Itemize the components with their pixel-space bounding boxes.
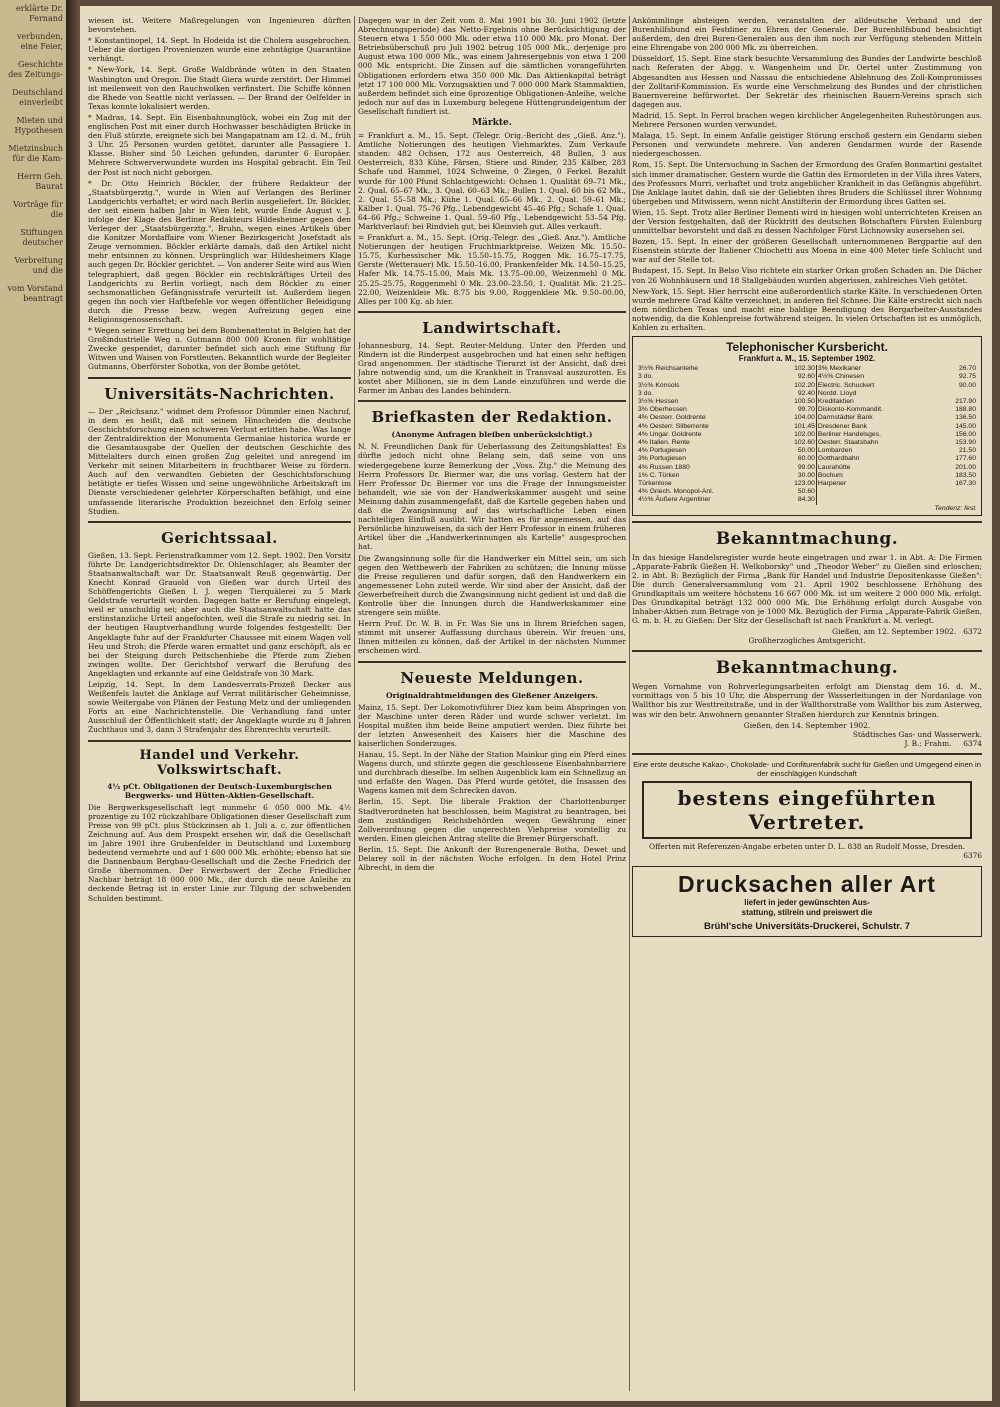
druckerei-line: liefert in jeder gewünschten Aus- <box>744 897 870 907</box>
column-right <box>632 16 982 1391</box>
kurs-value: 50.00 <box>797 447 815 455</box>
news-paragraph: Dagegen war in der Zeit vom 8. Mai 1901 bis 30. Juni 1902 (letzte Abrechnungsperiode) das Netto-Ergebnis ohne Berücksichtigung der Steuern etwa 1 550 000 Mk. oder etwa 110 000 Mk. pro Monat. Der Betriebsüberschuß pro Juli 1902 betrug 105 000 Mk., derjenige pro August etwa 100 000 Mk., was einem Jahresergebnis von etwa 1 200 000 Mk. entspricht. Die Zinsen auf die sämtlichen vorangeführten Obligationen erfordern etwa 350 000 Mk. Das Aktienkapital beträgt jetzt 17 100 000 Mk. Vorzugsaktien und 7 000 000 Mark Stammaktien, außerdem befindet sich eine 6prozentige Obligationen-Anleihe, welche jedoch nur auf das in Luxemburg belegene Hüttengrundeigentum der Gesellschaft fundiert ist. <box>358 16 626 116</box>
kurs-name: 3 do. <box>638 389 654 397</box>
kurs-name: 4% Russen 1880 <box>638 463 690 471</box>
news-paragraph: Leipzig, 14. Sept. In dem Landesverrats-Prozeß Decker aus Weißenfels lautet die Anklage auf Verrat militärischer Geheimnisse, sowie Weitergabe von Plänen der Festung Metz und der umliegenden Forts an eine Nachrichtenstelle. Die Verhandlung fand unter Ausschluß der Öffentlichkeit statt; der Angeklagte wurde zu 8 Jahren Zuchthaus und 3, dann 3 Strafenjahr des Ehrenrechts verurteilt. <box>88 680 351 735</box>
kurs-row <box>637 496 977 504</box>
section-divider <box>358 661 626 663</box>
kurs-name: Dresdener Bank <box>816 423 936 431</box>
kurs-name: 3½% Konsols <box>638 381 680 389</box>
news-paragraph: Rom, 15. Sept. Die Untersuchung in Sachen der Ermordung des Grafen Bonmartini gestaltet sich immer dramatischer. Gestern wurde die Gattin des Ermordeten in der Villa ihres Vaters, des Professors Murri, verhaftet und trotz angeblicher Krankheit in das Gefängnis abgeführt. Die Anklage lautet dahin, daß sie der Geliebten ihres Bruders die Schlüssel ihrer Wohnung übergeben und Mitwissern, wenn nicht Anstifterin der Ermordung ihres Gatten sei. <box>632 160 982 206</box>
kurs-value: 30.00 <box>797 471 815 479</box>
bekanntmachung-signer: J. B.: Frahm. <box>904 738 952 748</box>
bekanntmachung-place: Gießen, den 14. September 1902. <box>743 720 871 730</box>
ad-offer: Offerten mit Referenzen-Angabe erbeten unter D. L. 838 an Rudolf Mosse, Dresden. <box>649 841 965 851</box>
ad-header: Eine erste deutsche Kakao-, Chokolade- und Confiturenfabrik sucht für Gießen und Umgegend einen in der einschlägigen Kundschaft <box>633 759 981 778</box>
kurs-name: Türkenlose <box>638 479 672 487</box>
section-divider <box>358 400 626 402</box>
kurs-name: Gotthardbahn <box>816 455 936 463</box>
bekanntmachung-text: Wegen Vornahme von Rohrverlegungsarbeiten erfolgt am Dienstag dem 16. d. M., vormittags von 5 bis 10 Uhr, die Absperrung der Wasserleitungen in der Nordanlage von Wallthor bis zur Westtreitstraße, und in der Wallthorstraße vom Wallthor bis zum Asterweg, was wir den betr. Anwohnern genannter Straßen hierdurch zur Kenntnis bringen. <box>632 682 982 719</box>
prev-page-fragment: Mietzinsbuch für die Kam- <box>8 144 63 163</box>
kurs-row <box>637 439 977 447</box>
kurs-name: 4% Portugiesen <box>638 447 686 455</box>
kurs-name: 4% Griech. Monopol-Anl. <box>638 488 714 496</box>
kurs-value: 217.90 <box>955 397 976 405</box>
kurs-name: 3% Portugiesen <box>638 455 686 463</box>
kurs-value: 104.00 <box>794 414 815 422</box>
section-title-handel: Handel und Verkehr. Volkswirtschaft. <box>139 747 300 778</box>
news-paragraph: Johannesburg, 14. Sept. Reuter-Meldung. Unter den Pferden und Rindern ist die Rinderpest ausgebrochen und hat einen sehr heftigen Grad angenommen. Der städtische Tierarzt ist der Ansicht, daß drei Jahre notwendig sind, um die Krankheit in Transvaal auszurotten. Es kostet aber Millionen, sie in dem Lande einzuführen und werde die Farmer im Anbau des Landes behindern. <box>358 340 626 396</box>
kurs-name: 4% Ungar. Goldrente <box>638 430 702 438</box>
kurs-value: 136.50 <box>955 414 976 422</box>
kurs-name: Laurahütte <box>816 464 936 472</box>
kurs-value: 84.30 <box>797 496 815 504</box>
kurs-name: Harpener <box>816 480 936 488</box>
kurs-name: Kreditaktien <box>816 398 936 406</box>
kurs-value <box>936 390 977 398</box>
section-divider <box>88 377 351 379</box>
ad-number: 6376 <box>963 850 982 860</box>
kurs-value: 153.90 <box>955 438 976 446</box>
druckerei-title: Drucksachen aller Art <box>678 870 936 897</box>
section-subtitle: (Anonyme Anfragen bleiben unberücksichtigt.) <box>391 430 593 440</box>
kurs-value: 92.60 <box>797 373 815 381</box>
kurs-name: 4½% Äußere Argentiner <box>638 496 711 504</box>
kurs-name: 3% Oberhessen <box>638 406 687 414</box>
previous-page-edge <box>0 0 68 1407</box>
section-title-universitaet: Universitäts-Nachrichten. <box>104 384 335 403</box>
bekanntmachung-text: In das hiesige Handelsregister wurde heute eingetragen und zwar 1. in Abt. A: Die Firmen „Apparate-Fabrik Gießen H. Welkoborsky" und „Theodor Weber" zu Gießen sind erloschen; 2. in Abt. B: Bezüglich der Firma „Bank für Handel und Industrie Depositenkasse Gießen": Die durch Generalversammlung vom 21. April 1902 beschlossene Erhöhung des Grundkapitals um weitere höchstens 16 667 000 Mk. ist um weitere 2 000 000 Mk. erfolgt. Das Grundkapital beträgt 132 000 000 Mk. Die Erhöhung erfolgt durch Ausgabe von Inhaber-Aktien zum Betrage von je 1000 Mk. Bezüglich der Firma „Apparate-Fabrik Gießen, G. m. b. H. zu Gießen: Der Sitz der Gesellschaft ist nach Frankfurt a. M. verlegt. <box>632 552 982 626</box>
bekanntmachung-signature <box>632 739 982 748</box>
kurs-value: 60.00 <box>797 455 815 463</box>
section-divider <box>358 311 626 313</box>
kursbericht-table <box>637 365 977 504</box>
kurs-row <box>637 431 977 439</box>
news-paragraph: Berlin, 15. Sept. Die Ankunft der Burengenerale Botha, Dewet und Delarey soll in der nächsten Woche erfolgen. In dem Hotel Prinz Albrecht, in dem die <box>358 844 626 873</box>
prev-page-fragment: Mieten und Hypothesen <box>14 116 63 135</box>
news-paragraph: Ankömmlinge absteigen werden, veranstalten der alldeutsche Verband und der Burenhilfsbund ein Festdiner zu Ehren der Generale. Der Burenhilfsbund beabsichtigt außerdem, den drei Buren-Generalen aus den ihm noch zur Verfügung stehenden Mitteln eine Ehrengabe von 200 000 Mk. zu überreichen. <box>632 16 982 53</box>
news-paragraph: * Wegen seiner Errettung bei dem Bombenattentat in Belgien hat der Großindustrielle Weg u. Gutmann 800 000 Kronen für wohltätige Zwecke gespendet, darunter befindet sich auch eine Stiftung für Witwen und Waisen von Forstleuten. Bekanntlich wurde der Begleiter Gutmanns, Oberförster Sobotka, von der Bombe getötet. <box>88 326 351 372</box>
bekanntmachung-number: 6372 <box>963 627 982 637</box>
section-title-landwirtschaft: Landwirtschaft. <box>422 318 562 337</box>
section-divider <box>632 650 982 652</box>
section-title-maerkte: Märkte. <box>472 118 512 129</box>
kurs-name: Diskonto-Kommandit. <box>816 406 936 414</box>
news-paragraph: Mainz, 15. Sept. Der Lokomotivführer Diez kam beim Abspringen von der Maschine unter deren Räder und wurde schwer verletzt. Im Hospital mußten ihm beide Beine amputiert werden. Diez führte bei der letzten Anwesenheit des Kaisers hier die Maschine des kaiserlichen Sonderzuges. <box>358 702 626 748</box>
kurs-name: 3% Mexikaner <box>816 365 936 373</box>
kurs-row <box>637 472 977 480</box>
news-paragraph: Madrid, 15. Sept. In Ferrol brachen wegen kirchlicher Angelegenheiten Ruhestörungen aus. Mehrere Personen wurden verwundet. <box>632 110 982 130</box>
bekanntmachung-number: 6374 <box>963 738 982 748</box>
kurs-name: 3 do. <box>638 373 654 381</box>
bekanntmachung-title: Bekanntmachung. <box>715 658 899 679</box>
kurs-name: 4% Italien. Rente <box>638 438 690 446</box>
prev-page-fragment: Geschichte des Zeitungs- <box>8 60 63 79</box>
kurs-value: 102.20 <box>794 381 815 389</box>
kurs-value: 183.50 <box>955 471 976 479</box>
prev-page-fragment: erklärte Dr. Fernand <box>16 4 63 23</box>
kurs-value: 90.00 <box>958 381 976 389</box>
kurs-value <box>936 488 977 496</box>
news-paragraph: New-York, 15. Sept. Hier herrscht eine außerordentlich starke Kälte. In verschiedenen Orten wurde mehrere Grad Kälte verzeichnet, in anderen fiel Schnee. Die Kälte erstreckt sich nach dem nördlichen Texas und macht eine baldige Beendigung des Bergarbeiter-Ausstandes notwendig, da die Kohlenpreise fortwährend steigen. In vielen Ortschaften ist es unmöglich, Kohlen zu erhalten. <box>632 286 982 332</box>
kurs-value: 123.00 <box>794 479 815 487</box>
kurs-value: 145.00 <box>955 422 976 430</box>
prev-page-fragment: Vorträge für die <box>13 200 63 219</box>
kurs-row <box>637 406 977 414</box>
column-rule <box>354 16 355 1391</box>
kurs-name <box>816 496 936 504</box>
news-paragraph: Budapest, 15. Sept. In Belso Viso richtete ein starker Orkan großen Schaden an. Die Dächer von 26 Wohnhäusern und 18 Stallgebäuden wurden abgerissen, zahlreiches Vieh getötet. <box>632 266 982 285</box>
bekanntmachung-signature: Städtisches Gas- und Wasserwerk. <box>852 729 982 739</box>
section-title-gerichtssaal: Gerichtssaal. <box>161 528 278 547</box>
kurs-value: 92.75 <box>958 373 976 381</box>
kurs-row <box>637 414 977 422</box>
kurs-value: 92.40 <box>797 389 815 397</box>
druckerei-ad <box>632 866 982 937</box>
news-paragraph: Herrn Prof. Dr. W. B. in Fr. Was Sie uns in Ihrem Briefchen sagen, stimmt mit unserer Auffassung durchaus überein. Wir freuen uns, Ihnen mitteilen zu können, daß der Artikel in der nächsten Nummer erscheinen wird. <box>358 619 626 656</box>
kurs-row <box>637 390 977 398</box>
kurs-value: 188.80 <box>955 406 976 414</box>
kurs-value: 21.50 <box>958 447 976 455</box>
kurs-value: 102.00 <box>794 430 815 438</box>
book-gutter <box>66 0 80 1407</box>
news-paragraph: = Frankfurt a. M., 15. Sept. (Orig.-Telegr. des „Gieß. Anz."). Amtliche Notierungen der heutigen Fruchtmarktpreise. Weizen Mk. 15.50–15.75, Kurhessischer Mk. 15.50–15.75, Roggen Mk. 16.75–17.75, Gerste (Wetterauer) Mk. 15.50–16.00, Frankenfelder Mk. 14.50–15.25, Hafer Mk. 14.75–15.00, Mais Mk. 13.75–00.00, Weizenmehl 0 Mk. 25.25–25.75, Roggenmehl 0 Mk. 23.00–23.50, 1. Qualität Mk. 21.25–22.00, Weizenkleie Mk. 8.75 bis 9.00, Roggenkleie Mk. 9.50–00.00, Alles per 100 Kg. ab hier. <box>358 233 626 306</box>
kurs-row <box>637 455 977 463</box>
news-paragraph: * Konstantinopel, 14. Sept. In Hodeida ist die Cholera ausgebrochen. Ueber die dortigen Provenienzen wurde eine zehntägige Quarantäne verhängt. <box>88 36 351 64</box>
kurs-name: 4½% Chinesen <box>816 373 936 381</box>
kursbericht-tendenz: Tendenz: fest. <box>934 504 977 512</box>
kursbericht-box <box>632 336 982 515</box>
prev-page-fragment: verbunden, eine Feier, <box>16 32 63 51</box>
kurs-name: 1% C. Türken <box>638 471 680 479</box>
kursbericht-date: Frankfurt a. M., 15. September 1902. <box>738 354 876 364</box>
kurs-name: 3½% Hessen <box>638 397 679 405</box>
column-left <box>88 16 351 1391</box>
kurs-row <box>637 373 977 381</box>
kurs-row <box>637 398 977 406</box>
druckerei-footer: Brühl'sche Universitäts-Druckerei, Schulstr. 7 <box>703 920 911 932</box>
kurs-name: Lombarden <box>816 447 936 455</box>
prev-page-fragment: Stiftungen deutscher <box>20 228 63 247</box>
news-paragraph: Die Bergwerksgesellschaft legt nunmehr 6 050 000 Mk. 4½ prozentige zu 102 rückzahlbare Obligationen dieser Gesellschaft zum Preise von 99 pCt. plus Stückzinsen ab 1. Juli a. c. zur öffentlichen Zeichnung auf. Aus dem Prospekt ersehen wir, daß die Gesellschaft im Jahre 1901 ihre Grubenfelder in Deutschland und Luxemburg bedeutend vermehrte und auf 1 600 000 Mk. erhöhte; ebenso hat sie die Dannenbaum Bergbau-Gesellschaft und die Zeche Friedrich der Große übernommen. Der Erwerbswert der Zeche Friedlicher Nachbar beträgt 18 000 000 Mk., der durch die neue Anleihe zu deckende Betrag ist in erster Linie zur Tilgung der schwebenden Schulden bestimmt. <box>88 802 351 903</box>
prev-page-fragment: Herrn Geh. Baurat <box>17 172 63 191</box>
prev-page-fragment: vom Vorstand beantragt <box>7 284 63 303</box>
kurs-row <box>637 480 977 488</box>
bekanntmachung-place <box>632 627 982 636</box>
prev-page-fragment: Deutschland einverleibt <box>12 88 63 107</box>
kurs-row <box>637 447 977 455</box>
news-paragraph: * Dr. Otto Heinrich Böckler, der frühere Redakteur der „Staatsbürgerztg.", wurde in Wien auf Verlangen des Berliner Landgerichts verhaftet; er wird nach Berlin ausgeliefert. Dr. Böckler, der seit einem halben Jahr in Wien lebt, wurde Ende August v. J. infolge der Klage des Berliner Redakteurs Hildesheimer gegen den Verleger der „Staatsbürgerztg.", Bruhn, wegen eines Artikels über die Konitzer Mordaffaire vom Wiener Bezirksgericht Josefstadt als Zeuge vernommen. Böckler erklärte damals, daß den Artikel nicht mehr entsinnen zu können. Ursprünglich war Hildesheimers Klage auch gegen Dr. Böckler gerichtet. — Von anderer Seite wird aus Wien telegraphiert, daß gegen Böckler ein rechtskräftiges Urteil des Landgerichts zu Berlin vorliegt, nach dem Böckler zu einer sechsmonatlichen Gefängnisstrafe verurteilt ist. Außerdem liegen gegen ihn noch vier Haftbefehle vor wegen öffentlicher Beleidigung durch die Presse bezw. wegen Aufreizung gegen eine Religionsgenossenschaft. <box>88 178 351 324</box>
bekanntmachung-signature: Großherzogliches Amtsgericht. <box>748 636 866 646</box>
kurs-row <box>637 423 977 431</box>
kurs-name: 4% Oesterr. Silberrente <box>638 422 709 430</box>
kurs-value: 156.00 <box>955 430 976 438</box>
section-divider <box>632 753 982 755</box>
section-subtitle: 4½ pCt. Obligationen der Deutsch-Luxemburgischen Bergwerks- und Hütten-Aktien-Gesellschaft. <box>107 781 332 800</box>
section-subtitle: Originaldrahtmeldungen des Gießener Anzeigers. <box>385 690 599 700</box>
news-paragraph: Die Zwangsinnung solle für die Handwerker ein Mittel sein, um sich gegen den Wettbewerb der Fabriken zu schützen; die Innung müsse die Preise regulieren und dafür sorgen, daß den Handwerkern ein angemessener Lohn zuteil werde. Wir sind aber der Ansicht, daß der Gewerbefreiheit durch die Zwangsinnung nicht gedient ist und daß die Kontrolle über die Innungen durch die Handwerkskammer eine strengere sein müßte. <box>358 553 626 618</box>
news-paragraph: Malaga, 15. Sept. In einem Anfalle geistiger Störung erschoß gestern ein Gendarm sieben Personen und verwundete mehrere. Von anderen Gendarmen wurde der Rasende niedergeschossen. <box>632 131 982 159</box>
kurs-row <box>637 464 977 472</box>
kurs-name: Bochum <box>816 472 936 480</box>
kurs-name: Nordd. Lloyd <box>816 390 936 398</box>
section-divider <box>88 740 351 742</box>
ad-headline: bestens eingeführten Vertreter. <box>642 781 972 839</box>
news-paragraph: * New-York, 14. Sept. Große Waldbrände wüten in den Staaten Washington und Oregon. Die Stadt Giera wurde zerstört. Der Himmel ist meilenweit von den Rauchwolken verfinstert. Die Schiffe können die Rhede von Seattle nicht verlassen. — Der Brand der Oelfelder in Texas konnte lokalisiert werden. <box>88 65 351 111</box>
kurs-value: 100.50 <box>794 397 815 405</box>
kurs-row <box>637 382 977 390</box>
news-paragraph: Hanau, 15. Sept. In der Nähe der Station Mainkur ging ein Pferd eines Wagens durch, und stürzte gegen die geschlossene Eisenbahnbarriere und durchbrach dieselbe. Im selben Augenblick kam ein Schnellzug an und erfaßte den Wagen. Das Pferd wurde getötet, die Insassen des Wagens kamen mit dem Schrecken davon. <box>358 750 626 796</box>
kurs-value: 50.60 <box>797 488 815 496</box>
kurs-value: 102.60 <box>794 438 815 446</box>
newspaper-page <box>80 6 992 1401</box>
bekanntmachung-place-text: Gießen, am 12. September 1902. <box>832 627 957 637</box>
news-paragraph: Bozen, 15. Sept. In einer der größeren Gesellschaft unternommenen Bergpartie auf den Eisenstein stürzte der Italiener Chiochetti aus Moena in eine 400 Meter tiefe Schlucht und war auf der Stelle tot. <box>632 237 982 265</box>
news-paragraph: N. N. Freundlichen Dank für Ueberlassung des Zeitungsblattes! Es dürfte jedoch nicht ohne Belang sein, daß seine von uns wiedergegebene kurze Bemerkung der „Voss. Ztg." die Meinung des Herrn Professors Dr. Biermer war, die uns vorlag. Gestern hat der Herr Professor Dr. Biermer vor uns die Frage der Innungsmeister behandelt, wie sie von der Handwerkskammer ausgeht und seine Meinung dahin zusammengefaßt, daß die Kartelle gegeben haben und daß die Zwangsinnung auf das wirtschaftliche Leben einen nachteiligen Einfluß ausübt. Wir hatten es für angemessen, auf das Persönliche hinzuweisen, da sich der Herr Professor in einem früheren Artikel über die „Handwerkerinnungen als Kartelle" ausgesprochen hat. <box>358 442 626 552</box>
news-paragraph: * Madras, 14. Sept. Ein Eisenbahnunglück, wobei ein Zug mit der englischen Post mit einer durch Hochwasser beschädigten Brücke in den Fluß stürzte, ereignete sich bei Mangapatnam am 12. d. M., früh 3 Uhr. 25 Personen wurden getötet, darunter alle Passagiere 1. Klasse. Bisher sind 50 Leichen gefunden, darunter 6 Europäer. Mehrere Schwerverwundete wurden ins Hospital gebracht. Ein Teil der Post ist noch nicht geborgen. <box>88 112 351 177</box>
section-divider <box>632 521 982 523</box>
bekanntmachung-title: Bekanntmachung. <box>715 528 899 549</box>
news-paragraph: Wien, 15. Sept. Trotz aller Berliner Dementi wird in hiesigen wohl unterrichteten Kreisen an der Version festgehalten, daß der Rücktritt des deutschen Botschafters Fürsten Eulenburg unmittelbar bevorsteht und daß zu dessen Nachfolger Fürst Lichnowsky ausersehen sei. <box>632 207 982 236</box>
section-title-neueste-meldungen: Neueste Meldungen. <box>400 668 584 687</box>
kurs-name: Electric. Schuckert <box>816 382 936 390</box>
kurs-name: 3½% Reichsanleihe <box>638 365 699 373</box>
news-paragraph: Düsseldorf, 15. Sept. Eine stark besuchte Versammlung des Bundes der Landwirte beschloß nach Referaten der Abgg. v. Wangenheim und Dr. Oertel unter Zustimmung von Abgesandten aus Hessen und Nassau die entschiedene Ablehnung des Zoll-Kompromisses der Zolltarif-Kommission. Es wurde eine Verschmelzung des Bundes und der christlichen Bauernvereine befürwortet. Der Sekretär des rheinischen Bauern-Vereins sprach sich dagegen aus. <box>632 54 982 109</box>
kurs-value: 167.30 <box>955 479 976 487</box>
prev-page-fragment: Verbreitung und die <box>14 256 63 275</box>
kurs-row <box>637 365 977 373</box>
kurs-value: 26.70 <box>958 365 976 373</box>
news-paragraph: = Frankfurt a. M., 15. Sept. (Telegr. Orig.-Bericht des „Gieß. Anz."). Amtliche Notierungen des heutigen Viehmarktes. Zum Verkaufe standen: 482 Ochsen, 172 aus Oesterreich, 48 Bullen, 3 aus Oesterreich, 833 Kühe, Färsen, Stiere und Rinder, 235 Kälber, 283 Schafe und Hammel, 1024 Schweine, 0 Ziegen, 0 Ferkel. Bezahlt wurde für 100 Pfund Schlachtgewicht: Ochsen 1. Qualität 69–71 Mk., 2. Qual. 65–67 Mk., 3. Qual. 60–63 Mk.; Bullen 1. Qual. 60 bis 62 Mk., 2. Qual. 55–58 Mk.; Kühe 1. Qual. 65–66 Mk., 2. Qual. 59–61 Mk.; Kälber 1. Qual. 75–76 Pfg., Lebendgewicht 45–46 Pfg.; Schafe 1. Qual. 64–66 Pfg.; Schweine 1. Qual. 59–60 Pfg., Lebendgewicht 53–54 Pfg. Marktverlauf: bei Rindvieh gut, bei Kleinvieh gut. Alles verkauft. <box>358 131 626 231</box>
kurs-name: Darmstädter Bank <box>816 414 936 422</box>
kurs-value: 99.70 <box>797 406 815 414</box>
kurs-name: Berliner Handelsges. <box>816 431 936 439</box>
news-paragraph: Berlin, 15. Sept. Die liberale Fraktion der Charlottenburger Stadtverordneten hat beschlossen, beim Magistrat zu beantragen, bei dem zuständigen Reichsbehörden wegen Gewährung einer Zollverordnung gegen die ungerechten Viehpreise vorstellig zu werden. Einen gleichen Antrag stellte die Bremer Bürgerschaft. <box>358 797 626 843</box>
news-paragraph: Gießen, 13. Sept. Ferienstrafkammer vom 12. Sept. 1902. Den Vorsitz führte Dr. Landgerichtsdirektor Dr. Ohlenschlager, als Beamter der Staatsanwaltschaft war Dr. Staatsanwalt Reuß gegenwärtig. Der Knecht Konrad Grauold von Gießen war durch Urteil des Schöffengerichts Gießen I. J. wegen Tierquälerei zu 5 Mark Geldstrafe verurteilt worden. Dagegen hatte er Berufung eingelegt, weil er unschuldig sei; aber auch die Staatsanwaltschaft hatte das erstinstanzliche Urteil angefochten, weil die Strafe zu niedrig sei. In der heutigen Hauptverhandlung wurde folgendes festgestellt: Der Angeklagte fuhr auf der Frankfurter Chaussee mit einem Wagen voll Heu und Stroh; die Pferde waren ermattet und ganz erschöpft, als er bei der Steigung durch Peitschenhiebe die Pferde zum Ziehen zwingen wollte. Der Gerichtshof verwarf die Berufung des Angeklagten und erkannte auf eine Geldstrafe von 30 Mark. <box>88 550 351 678</box>
kursbericht-title: Telephonischer Kursbericht. <box>726 340 888 355</box>
kurs-value: 101.45 <box>794 422 815 430</box>
news-paragraph: wiesen ist. Weitere Maßregelungen von Ingenieuren dürften bevorstehen. <box>88 16 351 35</box>
kurs-value <box>936 496 977 504</box>
kurs-value: 201.00 <box>955 463 976 471</box>
kurs-value: 177.60 <box>955 455 976 463</box>
kurs-name <box>816 488 936 496</box>
column-middle <box>358 16 626 1391</box>
druckerei-line: stattung, stilrein und preiswert die <box>741 907 873 917</box>
kurs-name: Oesterr. Staatsbahn <box>816 439 936 447</box>
kurs-value: 99.00 <box>797 463 815 471</box>
section-divider <box>88 521 351 523</box>
kurs-value: 102.30 <box>794 365 815 373</box>
news-paragraph: — Der „Reichsanz." widmet dem Professor Dümmler einen Nachruf, in dem es heißt, daß mit seinem Hinscheiden die deutsche Geschichtsforschung einen schweren Verlust erlitten habe. Was lange der Zentraldirektion der Monumenta Germaniae historica wurde er die Gesamtausgabe der Quellen der deutschen Geschichte des Mittelalters durch einen großen Zug geleitet und anregend im Verkehr mit seinen Mitarbeitern in fruchtbarer Weise zu fördern. Auch auf den verwandten Gebieten der Geschichtsforschung betätigte er tiefes Wissen und seine ungewöhnliche Arbeitskraft im Dienste verschiedener gelehrter Körperschaften befähigt, und eine umfassende literarische Produktion bezeichnet den Erfolg seiner Studien. <box>88 406 351 516</box>
kurs-name: 4% Oesterr. Goldrente <box>638 414 706 422</box>
column-rule <box>629 16 630 1391</box>
section-title-briefkasten: Briefkasten der Redaktion. <box>371 408 613 427</box>
